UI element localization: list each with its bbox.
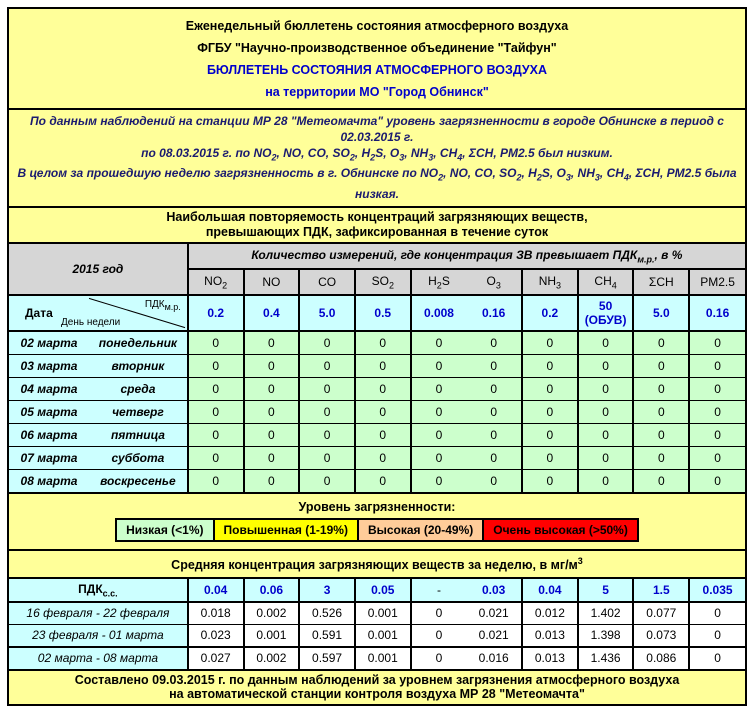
year-label: 2015 год — [9, 244, 188, 295]
legend-title: Уровень загрязненности: — [298, 499, 456, 514]
date-day-wrap — [9, 405, 187, 419]
value-cell: 0 — [411, 423, 467, 446]
value-cell: 0 — [244, 469, 300, 492]
avg-value-cell: 0.001 — [355, 624, 411, 647]
column-header-ch4: $CH_4$ — [578, 269, 634, 295]
date-day-wrap — [9, 336, 187, 350]
value-cell: 0 — [355, 446, 411, 469]
territory-title: на территории МО "Город Обнинск" — [265, 85, 489, 99]
exceedance-table — [9, 244, 745, 492]
date-header-label: Дата — [25, 305, 53, 320]
value-cell: 0 — [411, 377, 467, 400]
date-day-cell — [9, 377, 188, 400]
avg-value-cell: 0 — [411, 624, 467, 647]
column-header-so2: $SO_2$ — [355, 269, 411, 295]
measurement-row — [9, 354, 745, 377]
measurement-row — [9, 469, 745, 492]
value-cell: 0 — [411, 446, 467, 469]
period-label: 16 февраля - 22 февраля — [9, 602, 188, 625]
avg-value-cell: 0.002 — [244, 602, 300, 625]
pollution-level-legend — [9, 492, 745, 549]
bulletin-title: БЮЛЛЕТЕНЬ СОСТОЯНИЯ АТМОСФЕРНОГО ВОЗДУХА — [206, 63, 548, 77]
column-header-o3: $O_3$ — [466, 269, 522, 295]
avg-value-cell: 0.077 — [633, 602, 689, 625]
value-cell: 0 — [299, 423, 355, 446]
value-cell: 0 — [299, 446, 355, 469]
value-cell: 0 — [188, 446, 244, 469]
value-cell: 0 — [689, 331, 745, 355]
bulletin-footer — [9, 669, 745, 704]
weekday-label: воскресенье — [100, 473, 176, 488]
average-table-title: Средняя концентрация загрязняющих веществ за неделю, в $мг/м^3$ — [9, 551, 745, 578]
date-day-corner-cell — [9, 295, 188, 331]
value-cell: 0 — [522, 446, 578, 469]
value-cell: 0 — [689, 354, 745, 377]
date-day-cell — [9, 400, 188, 423]
value-cell: 0 — [466, 469, 522, 492]
measurement-row — [9, 446, 745, 469]
avg-value-cell: 0.086 — [633, 647, 689, 669]
avg-value-cell: 0.021 — [466, 624, 522, 647]
avg-value-cell: 0.012 — [522, 602, 578, 625]
date-day-cell — [9, 354, 188, 377]
value-cell: 0 — [188, 469, 244, 492]
value-cell: 0 — [633, 377, 689, 400]
value-cell: 0 — [411, 469, 467, 492]
value-cell: 0 — [355, 331, 411, 355]
value-cell: 0 — [299, 400, 355, 423]
pdk-cc-row — [9, 578, 745, 602]
date-label: 03 марта — [20, 358, 78, 373]
avg-value-cell: 0 — [411, 647, 467, 669]
column-header-no: NO — [244, 269, 300, 295]
avg-value-cell: 0.016 — [466, 647, 522, 669]
pdk-cc-nh3: 0.04 — [522, 578, 578, 602]
column-header-co: CO — [299, 269, 355, 295]
avg-value-cell: 1.436 — [578, 647, 634, 669]
average-table — [9, 551, 745, 669]
avg-value-cell: 0.001 — [355, 647, 411, 669]
avg-value-cell: 0.591 — [299, 624, 355, 647]
value-cell: 0 — [522, 423, 578, 446]
value-cell: 0 — [578, 469, 634, 492]
value-cell: 0 — [689, 400, 745, 423]
date-day-wrap — [9, 474, 187, 488]
column-header-nh3: $NH_3$ — [522, 269, 578, 295]
value-cell: 0 — [633, 469, 689, 492]
value-cell: 0 — [244, 423, 300, 446]
value-cell: 0 — [633, 446, 689, 469]
weekday-label: вторник — [111, 358, 165, 373]
value-cell: 0 — [188, 423, 244, 446]
value-cell: 0 — [522, 469, 578, 492]
weekly-summary: В целом за прошедшую неделю загрязненность в г. Обнинске по $NO_2$, NO, CO, $SO_2$, $H_2S$, $O_3$, $NH_3$, $CH_4$, ΣCH, PM2.5 была низкая. — [17, 166, 737, 201]
average-table-section — [9, 549, 745, 669]
measurement-row — [9, 377, 745, 400]
avg-value-cell: 0.021 — [466, 602, 522, 625]
avg-value-cell: 0.001 — [355, 602, 411, 625]
value-cell: 0 — [299, 469, 355, 492]
pdk-cc-so2: 0.05 — [355, 578, 411, 602]
pdk-cc-sch: 1.5 — [633, 578, 689, 602]
pdk-value-no2: 0.2 — [188, 295, 244, 331]
value-cell: 0 — [578, 331, 634, 355]
value-cell: 0 — [244, 331, 300, 355]
value-cell: 0 — [244, 400, 300, 423]
value-cell: 0 — [466, 400, 522, 423]
value-cell: 0 — [244, 354, 300, 377]
avg-value-cell: 0.023 — [188, 624, 244, 647]
date-day-cell — [9, 446, 188, 469]
date-day-cell — [9, 331, 188, 355]
date-day-wrap — [9, 359, 187, 373]
value-cell: 0 — [188, 331, 244, 355]
value-cell: 0 — [633, 423, 689, 446]
avg-value-cell: 0 — [689, 624, 745, 647]
period-summary-line2: по 08.03.2015 г. по $NO_2$, NO, CO, $SO_2$, $H_2S$, $O_3$, $NH_3$, $CH_4$, ΣCH, PM2.5 был низким. — [141, 146, 613, 163]
measurement-row — [9, 331, 745, 355]
period-row — [9, 602, 745, 625]
avg-value-cell: 0 — [689, 647, 745, 669]
date-label: 05 марта — [20, 404, 78, 419]
avg-value-cell: 0.001 — [244, 624, 300, 647]
value-cell: 0 — [466, 377, 522, 400]
legend-item: Низкая (<1%) — [115, 518, 214, 542]
value-cell: 0 — [578, 354, 634, 377]
value-cell: 0 — [578, 377, 634, 400]
pdk-value-sch: 5.0 — [633, 295, 689, 331]
column-header-sch: ΣCH — [633, 269, 689, 295]
section-title-line2: превышающих ПДК, зафиксированная в течение суток — [205, 224, 549, 239]
value-cell: 0 — [244, 446, 300, 469]
measurements-header: Количество измерений, где концентрация ЗВ превышает $ПДК_{м.р.}$, в % — [188, 244, 745, 269]
value-cell: 0 — [689, 377, 745, 400]
section-title-line1: Наибольшая повторяемость концентраций загрязняющих веществ, — [166, 209, 588, 224]
period-label: 23 февраля - 01 марта — [9, 624, 188, 647]
date-day-wrap — [9, 451, 187, 465]
value-cell: 0 — [299, 354, 355, 377]
summary-paragraphs — [9, 108, 745, 206]
value-cell: 0 — [355, 423, 411, 446]
pdk-cc-label: $ПДК_{с.с.}$ — [9, 578, 188, 602]
value-cell: 0 — [578, 446, 634, 469]
avg-value-cell: 0.013 — [522, 647, 578, 669]
pdk-value-nh3: 0.2 — [522, 295, 578, 331]
pdk-value-so2: 0.5 — [355, 295, 411, 331]
date-day-cell — [9, 469, 188, 492]
pdk-value-pm25: 0.16 — [689, 295, 745, 331]
value-cell: 0 — [355, 469, 411, 492]
date-label: 04 марта — [20, 381, 78, 396]
pdk-cc-o3: 0.03 — [466, 578, 522, 602]
avg-value-cell: 1.398 — [578, 624, 634, 647]
legend-item: Повышенная (1-19%) — [215, 518, 359, 542]
value-cell: 0 — [689, 469, 745, 492]
value-cell: 0 — [522, 400, 578, 423]
period-summary-line1: По данным наблюдений на станции МР 28 "Метеомачта" уровень загрязненности в городе Обнинске в период с 02.03.2015 г. — [30, 114, 724, 144]
pdk-value-no: 0.4 — [244, 295, 300, 331]
page-title: Еженедельный бюллетень состояния атмосферного воздуха — [185, 19, 569, 33]
column-header-no2: $NO_2$ — [188, 269, 244, 295]
measurement-row — [9, 423, 745, 446]
date-day-wrap — [9, 428, 187, 442]
value-cell: 0 — [578, 423, 634, 446]
value-cell: 0 — [689, 423, 745, 446]
pdk-value-h2s: 0.008 — [411, 295, 467, 331]
weekday-label: понедельник — [98, 335, 178, 350]
value-cell: 0 — [466, 354, 522, 377]
value-cell: 0 — [522, 377, 578, 400]
column-header-pm25: PM2.5 — [689, 269, 745, 295]
avg-value-cell: 0.526 — [299, 602, 355, 625]
period-row — [9, 647, 745, 669]
date-label: 06 марта — [20, 427, 78, 442]
value-cell: 0 — [299, 377, 355, 400]
pdk-value-ch4: 50 (ОБУВ) — [578, 295, 634, 331]
period-label: 02 марта - 08 марта — [9, 647, 188, 669]
value-cell: 0 — [689, 446, 745, 469]
pdk-value-co: 5.0 — [299, 295, 355, 331]
legend-item: Высокая (20-49%) — [359, 518, 484, 542]
pdk-row — [9, 295, 745, 331]
value-cell: 0 — [633, 331, 689, 355]
value-cell: 0 — [466, 423, 522, 446]
pdk-cc-h2s: - — [411, 578, 467, 602]
exceedance-table-section — [9, 242, 745, 492]
value-cell: 0 — [466, 446, 522, 469]
date-label: 02 марта — [20, 335, 78, 350]
avg-value-cell: 0.002 — [244, 647, 300, 669]
legend-item: Очень высокая (>50%) — [484, 518, 639, 542]
date-day-cell — [9, 423, 188, 446]
period-row — [9, 624, 745, 647]
value-cell: 0 — [522, 354, 578, 377]
value-cell: 0 — [633, 354, 689, 377]
value-cell: 0 — [411, 354, 467, 377]
avg-value-cell: 0.073 — [633, 624, 689, 647]
weekday-label: пятница — [110, 427, 165, 442]
weekday-label: четверг — [112, 404, 164, 419]
value-cell: 0 — [578, 400, 634, 423]
avg-value-cell: 0.027 — [188, 647, 244, 669]
measurement-row — [9, 400, 745, 423]
value-cell: 0 — [188, 400, 244, 423]
pdk-mr-label: $ПДК_{м.р.}$ — [144, 298, 181, 312]
value-cell: 0 — [355, 400, 411, 423]
legend-row — [9, 518, 745, 542]
avg-value-cell: 0 — [411, 602, 467, 625]
value-cell: 0 — [633, 400, 689, 423]
exceedance-section-title — [9, 206, 745, 242]
pdk-cc-ch4: 5 — [578, 578, 634, 602]
value-cell: 0 — [188, 354, 244, 377]
avg-value-cell: 1.402 — [578, 602, 634, 625]
date-label: 08 марта — [20, 473, 78, 488]
weekday-label: среда — [120, 381, 156, 396]
value-cell: 0 — [244, 377, 300, 400]
pdk-value-o3: 0.16 — [466, 295, 522, 331]
weekday-header-label: День недели — [61, 316, 121, 328]
column-header-h2s: $H_2S$ — [411, 269, 467, 295]
avg-value-cell: 0.018 — [188, 602, 244, 625]
weekday-label: суббота — [111, 450, 165, 465]
pdk-cc-pm25: 0.035 — [689, 578, 745, 602]
value-cell: 0 — [355, 377, 411, 400]
value-cell: 0 — [188, 377, 244, 400]
avg-value-cell: 0.597 — [299, 647, 355, 669]
pdk-cc-no: 0.06 — [244, 578, 300, 602]
bulletin-page — [7, 7, 747, 706]
date-label: 07 марта — [20, 450, 78, 465]
avg-value-cell: 0.013 — [522, 624, 578, 647]
value-cell: 0 — [411, 400, 467, 423]
bulletin-header — [9, 9, 745, 108]
value-cell: 0 — [466, 331, 522, 355]
avg-value-cell: 0 — [689, 602, 745, 625]
value-cell: 0 — [522, 331, 578, 355]
footer-line1: Составлено 09.03.2015 г. по данным наблюдений за уровнем загрязнения атмосферного воздуха — [74, 672, 680, 687]
date-day-wrap — [9, 382, 187, 396]
value-cell: 0 — [299, 331, 355, 355]
pdk-cc-no2: 0.04 — [188, 578, 244, 602]
pdk-cc-co: 3 — [299, 578, 355, 602]
value-cell: 0 — [411, 331, 467, 355]
org-name: ФГБУ "Научно-производственное объединение "Тайфун" — [197, 41, 557, 55]
footer-line2: на автоматической станции контроля воздуха МР 28 "Метеомачта" — [169, 686, 585, 701]
value-cell: 0 — [355, 354, 411, 377]
